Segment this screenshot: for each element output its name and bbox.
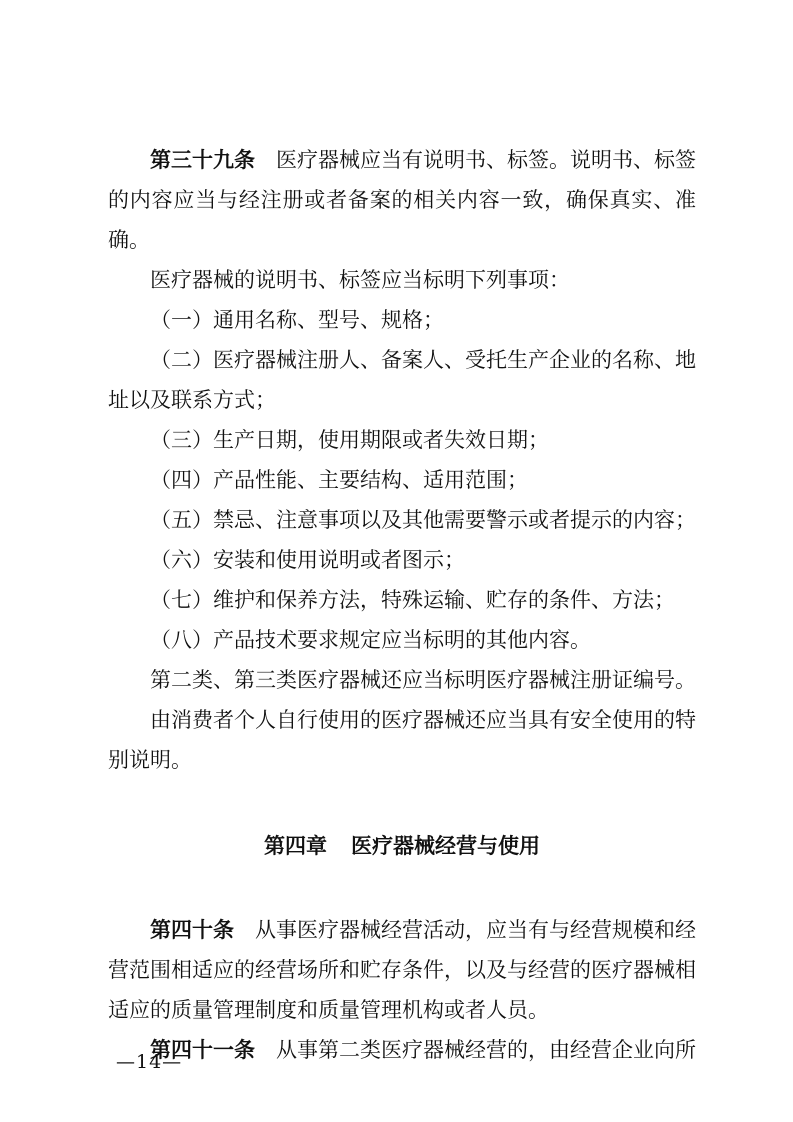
article-39-text: 医疗器械应当有说明书、标签。说明书、标签的内容应当与经注册或者备案的相关内容一致，确保真实、准确。 xyxy=(108,148,696,252)
page-number: —14— xyxy=(116,1051,183,1073)
article-39-intro: 医疗器械的说明书、标签应当标明下列事项： xyxy=(150,268,570,292)
chapter-heading xyxy=(108,826,696,866)
article-41-title: 第四十一条 xyxy=(150,1037,255,1062)
article-40-paragraph xyxy=(108,910,696,1030)
class-2-3-paragraph: 第二类、第三类医疗器械还应当标明医疗器械注册证编号。 xyxy=(150,668,696,692)
article-40-text: 从事医疗器械经营活动，应当有与经营规模和经营范围相适应的经营场所和贮存条件，以及与经营的医疗器械相适应的质量管理制度和质量管理机构或者人员。 xyxy=(108,918,696,1022)
list-item-4: （四）产品性能、主要结构、适用范围； xyxy=(150,468,528,492)
list-item-6: （六）安装和使用说明或者图示； xyxy=(150,548,465,572)
list-item-8: （八）产品技术要求规定应当标明的其他内容。 xyxy=(150,628,591,652)
article-39-paragraph xyxy=(108,140,696,260)
page-content xyxy=(108,140,696,1070)
article-39-title: 第三十九条 xyxy=(150,147,255,172)
article-41-text: 从事第二类医疗器械经营的，由经营企业向所 xyxy=(276,1038,696,1062)
consumer-use-paragraph: 由消费者个人自行使用的医疗器械还应当具有安全使用的特别说明。 xyxy=(108,708,696,772)
list-item-2: （二）医疗器械注册人、备案人、受托生产企业的名称、地址以及联系方式； xyxy=(108,348,696,412)
list-item-5: （五）禁忌、注意事项以及其他需要警示或者提示的内容； xyxy=(150,508,696,532)
list-item-3: （三）生产日期，使用期限或者失效日期； xyxy=(150,428,549,452)
chapter-number: 第四章 xyxy=(264,833,327,858)
article-40-title: 第四十条 xyxy=(150,917,234,942)
list-item-1: （一）通用名称、型号、规格； xyxy=(150,308,444,332)
article-41-paragraph xyxy=(108,1030,696,1070)
chapter-title: 医疗器械经营与使用 xyxy=(351,833,540,858)
list-item-7: （七）维护和保养方法，特殊运输、贮存的条件、方法； xyxy=(150,588,675,612)
